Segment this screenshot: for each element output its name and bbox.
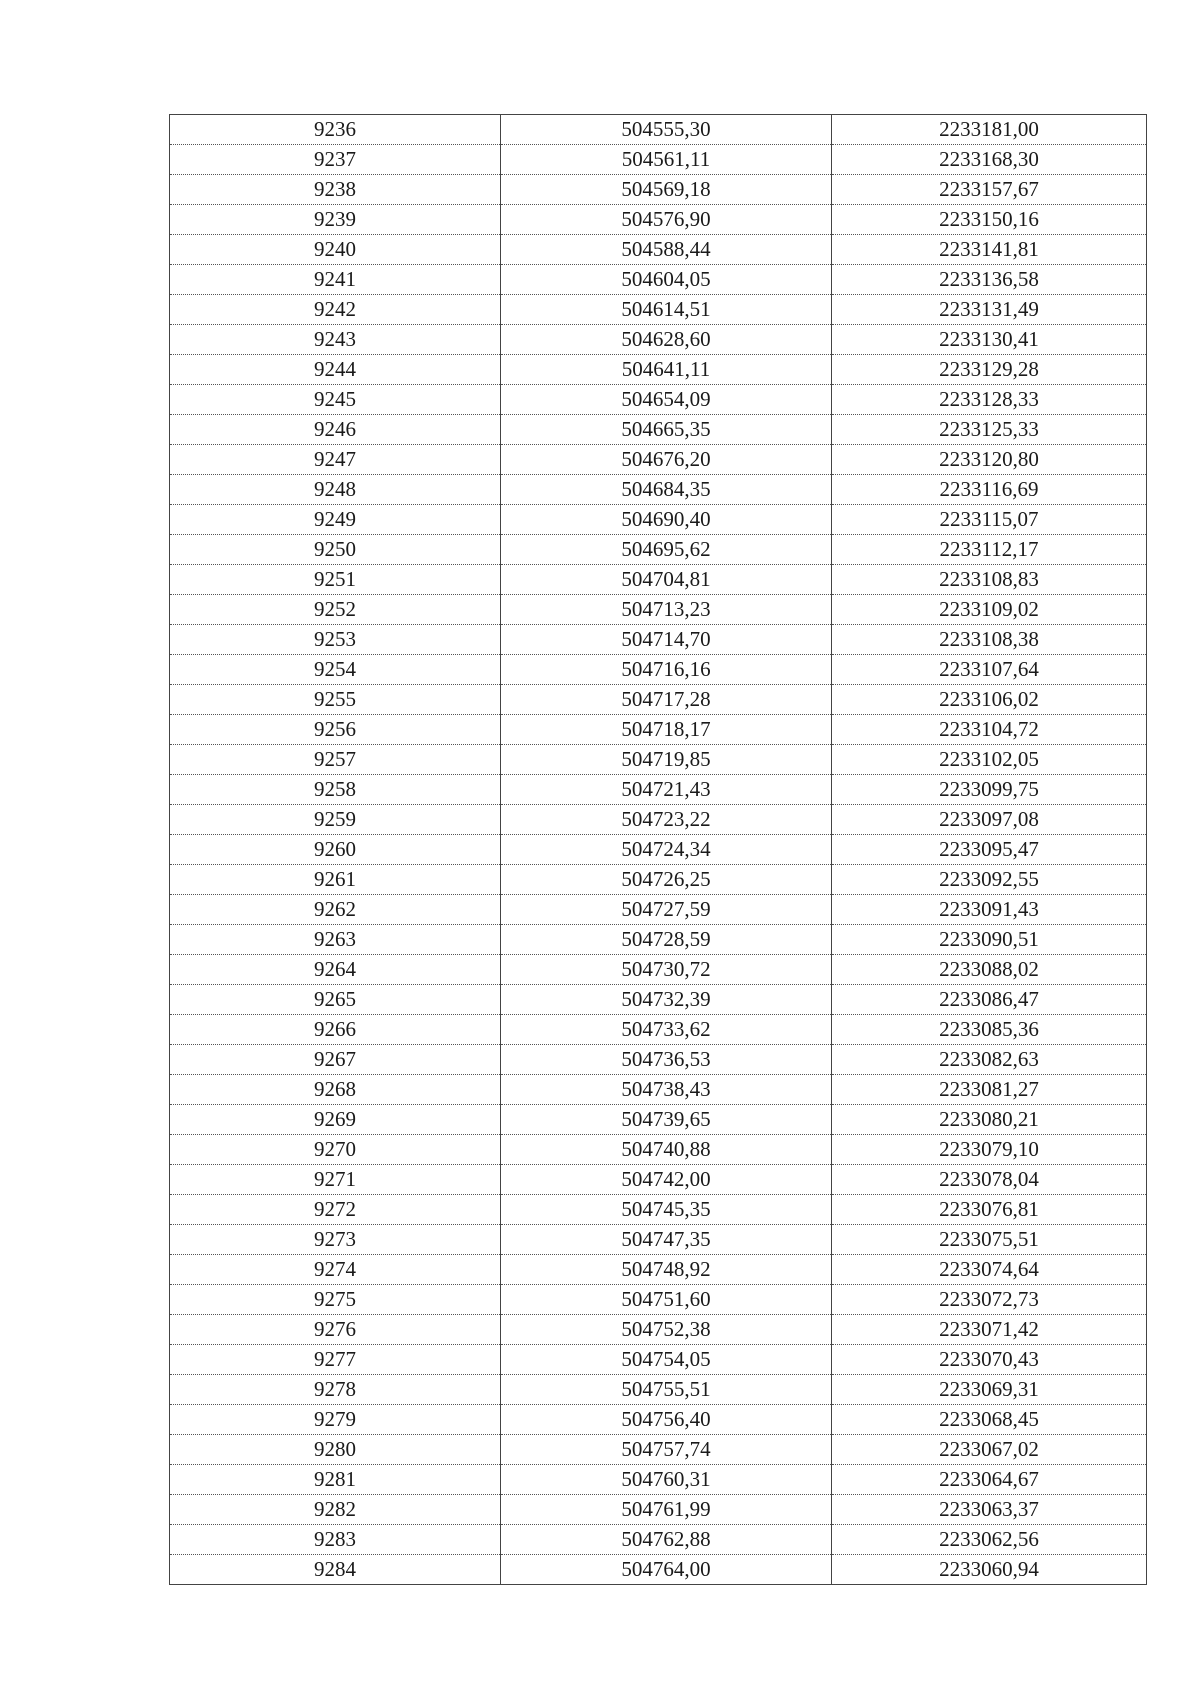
table-row bbox=[170, 1525, 1147, 1555]
x-coordinate-cell: 504588,44 bbox=[501, 235, 832, 265]
y-coordinate-cell: 2233075,51 bbox=[832, 1225, 1147, 1255]
x-coordinate-cell: 504738,43 bbox=[501, 1075, 832, 1105]
table-row bbox=[170, 1075, 1147, 1105]
y-coordinate-cell: 2233064,67 bbox=[832, 1465, 1147, 1495]
x-coordinate-cell: 504747,35 bbox=[501, 1225, 832, 1255]
table-row bbox=[170, 955, 1147, 985]
point-number-cell: 9244 bbox=[170, 355, 501, 385]
y-coordinate-cell: 2233092,55 bbox=[832, 865, 1147, 895]
point-number-cell: 9250 bbox=[170, 535, 501, 565]
point-number-cell: 9276 bbox=[170, 1315, 501, 1345]
x-coordinate-cell: 504754,05 bbox=[501, 1345, 832, 1375]
x-coordinate-cell: 504569,18 bbox=[501, 175, 832, 205]
y-coordinate-cell: 2233102,05 bbox=[832, 745, 1147, 775]
table-row bbox=[170, 1435, 1147, 1465]
x-coordinate-cell: 504654,09 bbox=[501, 385, 832, 415]
point-number-cell: 9270 bbox=[170, 1135, 501, 1165]
y-coordinate-cell: 2233095,47 bbox=[832, 835, 1147, 865]
point-number-cell: 9266 bbox=[170, 1015, 501, 1045]
point-number-cell: 9259 bbox=[170, 805, 501, 835]
table-row bbox=[170, 1345, 1147, 1375]
x-coordinate-cell: 504704,81 bbox=[501, 565, 832, 595]
point-number-cell: 9241 bbox=[170, 265, 501, 295]
x-coordinate-cell: 504736,53 bbox=[501, 1045, 832, 1075]
point-number-cell: 9248 bbox=[170, 475, 501, 505]
point-number-cell: 9272 bbox=[170, 1195, 501, 1225]
y-coordinate-cell: 2233072,73 bbox=[832, 1285, 1147, 1315]
y-coordinate-cell: 2233157,67 bbox=[832, 175, 1147, 205]
table-row bbox=[170, 1555, 1147, 1585]
table-row bbox=[170, 1285, 1147, 1315]
table-row bbox=[170, 895, 1147, 925]
y-coordinate-cell: 2233106,02 bbox=[832, 685, 1147, 715]
x-coordinate-cell: 504751,60 bbox=[501, 1285, 832, 1315]
table-row bbox=[170, 685, 1147, 715]
x-coordinate-cell: 504714,70 bbox=[501, 625, 832, 655]
point-number-cell: 9237 bbox=[170, 145, 501, 175]
x-coordinate-cell: 504716,16 bbox=[501, 655, 832, 685]
table-row bbox=[170, 265, 1147, 295]
y-coordinate-cell: 2233109,02 bbox=[832, 595, 1147, 625]
x-coordinate-cell: 504684,35 bbox=[501, 475, 832, 505]
x-coordinate-cell: 504717,28 bbox=[501, 685, 832, 715]
y-coordinate-cell: 2233090,51 bbox=[832, 925, 1147, 955]
table-row bbox=[170, 1165, 1147, 1195]
y-coordinate-cell: 2233136,58 bbox=[832, 265, 1147, 295]
y-coordinate-cell: 2233141,81 bbox=[832, 235, 1147, 265]
y-coordinate-cell: 2233074,64 bbox=[832, 1255, 1147, 1285]
x-coordinate-cell: 504728,59 bbox=[501, 925, 832, 955]
point-number-cell: 9261 bbox=[170, 865, 501, 895]
y-coordinate-cell: 2233091,43 bbox=[832, 895, 1147, 925]
table-row bbox=[170, 235, 1147, 265]
table-row bbox=[170, 475, 1147, 505]
y-coordinate-cell: 2233082,63 bbox=[832, 1045, 1147, 1075]
table-row bbox=[170, 1105, 1147, 1135]
x-coordinate-cell: 504718,17 bbox=[501, 715, 832, 745]
table-row bbox=[170, 805, 1147, 835]
x-coordinate-cell: 504695,62 bbox=[501, 535, 832, 565]
point-number-cell: 9284 bbox=[170, 1555, 501, 1585]
y-coordinate-cell: 2233150,16 bbox=[832, 205, 1147, 235]
x-coordinate-cell: 504561,11 bbox=[501, 145, 832, 175]
point-number-cell: 9255 bbox=[170, 685, 501, 715]
table-row bbox=[170, 625, 1147, 655]
x-coordinate-cell: 504723,22 bbox=[501, 805, 832, 835]
table-row bbox=[170, 1495, 1147, 1525]
x-coordinate-cell: 504761,99 bbox=[501, 1495, 832, 1525]
table-row bbox=[170, 325, 1147, 355]
x-coordinate-cell: 504745,35 bbox=[501, 1195, 832, 1225]
point-number-cell: 9252 bbox=[170, 595, 501, 625]
y-coordinate-cell: 2233099,75 bbox=[832, 775, 1147, 805]
point-number-cell: 9269 bbox=[170, 1105, 501, 1135]
table-row bbox=[170, 1225, 1147, 1255]
y-coordinate-cell: 2233108,38 bbox=[832, 625, 1147, 655]
table-row bbox=[170, 445, 1147, 475]
table-row bbox=[170, 115, 1147, 145]
point-number-cell: 9262 bbox=[170, 895, 501, 925]
point-number-cell: 9256 bbox=[170, 715, 501, 745]
table-row bbox=[170, 205, 1147, 235]
y-coordinate-cell: 2233067,02 bbox=[832, 1435, 1147, 1465]
table-row bbox=[170, 1465, 1147, 1495]
x-coordinate-cell: 504641,11 bbox=[501, 355, 832, 385]
point-number-cell: 9264 bbox=[170, 955, 501, 985]
point-number-cell: 9240 bbox=[170, 235, 501, 265]
point-number-cell: 9277 bbox=[170, 1345, 501, 1375]
table-row bbox=[170, 865, 1147, 895]
y-coordinate-cell: 2233128,33 bbox=[832, 385, 1147, 415]
x-coordinate-cell: 504676,20 bbox=[501, 445, 832, 475]
x-coordinate-cell: 504604,05 bbox=[501, 265, 832, 295]
x-coordinate-cell: 504739,65 bbox=[501, 1105, 832, 1135]
y-coordinate-cell: 2233070,43 bbox=[832, 1345, 1147, 1375]
table-row bbox=[170, 595, 1147, 625]
y-coordinate-cell: 2233076,81 bbox=[832, 1195, 1147, 1225]
point-number-cell: 9260 bbox=[170, 835, 501, 865]
x-coordinate-cell: 504757,74 bbox=[501, 1435, 832, 1465]
y-coordinate-cell: 2233115,07 bbox=[832, 505, 1147, 535]
y-coordinate-cell: 2233071,42 bbox=[832, 1315, 1147, 1345]
y-coordinate-cell: 2233080,21 bbox=[832, 1105, 1147, 1135]
table-row bbox=[170, 1315, 1147, 1345]
table-row bbox=[170, 145, 1147, 175]
y-coordinate-cell: 2233063,37 bbox=[832, 1495, 1147, 1525]
x-coordinate-cell: 504665,35 bbox=[501, 415, 832, 445]
point-number-cell: 9275 bbox=[170, 1285, 501, 1315]
point-number-cell: 9283 bbox=[170, 1525, 501, 1555]
x-coordinate-cell: 504713,23 bbox=[501, 595, 832, 625]
x-coordinate-cell: 504721,43 bbox=[501, 775, 832, 805]
point-number-cell: 9263 bbox=[170, 925, 501, 955]
y-coordinate-cell: 2233181,00 bbox=[832, 115, 1147, 145]
point-number-cell: 9251 bbox=[170, 565, 501, 595]
y-coordinate-cell: 2233104,72 bbox=[832, 715, 1147, 745]
point-number-cell: 9246 bbox=[170, 415, 501, 445]
table-row bbox=[170, 385, 1147, 415]
table-row bbox=[170, 565, 1147, 595]
y-coordinate-cell: 2233069,31 bbox=[832, 1375, 1147, 1405]
y-coordinate-cell: 2233131,49 bbox=[832, 295, 1147, 325]
point-number-cell: 9265 bbox=[170, 985, 501, 1015]
y-coordinate-cell: 2233112,17 bbox=[832, 535, 1147, 565]
x-coordinate-cell: 504727,59 bbox=[501, 895, 832, 925]
x-coordinate-cell: 504755,51 bbox=[501, 1375, 832, 1405]
x-coordinate-cell: 504752,38 bbox=[501, 1315, 832, 1345]
y-coordinate-cell: 2233060,94 bbox=[832, 1555, 1147, 1585]
table-row bbox=[170, 985, 1147, 1015]
x-coordinate-cell: 504628,60 bbox=[501, 325, 832, 355]
y-coordinate-cell: 2233120,80 bbox=[832, 445, 1147, 475]
y-coordinate-cell: 2233085,36 bbox=[832, 1015, 1147, 1045]
x-coordinate-cell: 504760,31 bbox=[501, 1465, 832, 1495]
y-coordinate-cell: 2233129,28 bbox=[832, 355, 1147, 385]
table-row bbox=[170, 835, 1147, 865]
table-row bbox=[170, 1375, 1147, 1405]
point-number-cell: 9268 bbox=[170, 1075, 501, 1105]
y-coordinate-cell: 2233079,10 bbox=[832, 1135, 1147, 1165]
point-number-cell: 9271 bbox=[170, 1165, 501, 1195]
x-coordinate-cell: 504730,72 bbox=[501, 955, 832, 985]
point-number-cell: 9257 bbox=[170, 745, 501, 775]
point-number-cell: 9236 bbox=[170, 115, 501, 145]
x-coordinate-cell: 504576,90 bbox=[501, 205, 832, 235]
x-coordinate-cell: 504724,34 bbox=[501, 835, 832, 865]
point-number-cell: 9254 bbox=[170, 655, 501, 685]
y-coordinate-cell: 2233081,27 bbox=[832, 1075, 1147, 1105]
table-row bbox=[170, 1405, 1147, 1435]
y-coordinate-cell: 2233125,33 bbox=[832, 415, 1147, 445]
x-coordinate-cell: 504726,25 bbox=[501, 865, 832, 895]
point-number-cell: 9243 bbox=[170, 325, 501, 355]
y-coordinate-cell: 2233062,56 bbox=[832, 1525, 1147, 1555]
table-row bbox=[170, 925, 1147, 955]
y-coordinate-cell: 2233078,04 bbox=[832, 1165, 1147, 1195]
table-row bbox=[170, 535, 1147, 565]
coordinates-table bbox=[169, 114, 1147, 1585]
x-coordinate-cell: 504764,00 bbox=[501, 1555, 832, 1585]
x-coordinate-cell: 504614,51 bbox=[501, 295, 832, 325]
y-coordinate-cell: 2233068,45 bbox=[832, 1405, 1147, 1435]
x-coordinate-cell: 504762,88 bbox=[501, 1525, 832, 1555]
table-row bbox=[170, 175, 1147, 205]
x-coordinate-cell: 504748,92 bbox=[501, 1255, 832, 1285]
table-row bbox=[170, 415, 1147, 445]
x-coordinate-cell: 504742,00 bbox=[501, 1165, 832, 1195]
x-coordinate-cell: 504756,40 bbox=[501, 1405, 832, 1435]
point-number-cell: 9249 bbox=[170, 505, 501, 535]
x-coordinate-cell: 504555,30 bbox=[501, 115, 832, 145]
x-coordinate-cell: 504719,85 bbox=[501, 745, 832, 775]
point-number-cell: 9273 bbox=[170, 1225, 501, 1255]
table-row bbox=[170, 655, 1147, 685]
y-coordinate-cell: 2233086,47 bbox=[832, 985, 1147, 1015]
point-number-cell: 9247 bbox=[170, 445, 501, 475]
point-number-cell: 9278 bbox=[170, 1375, 501, 1405]
x-coordinate-cell: 504690,40 bbox=[501, 505, 832, 535]
point-number-cell: 9281 bbox=[170, 1465, 501, 1495]
table-row bbox=[170, 505, 1147, 535]
table-row bbox=[170, 1015, 1147, 1045]
y-coordinate-cell: 2233107,64 bbox=[832, 655, 1147, 685]
point-number-cell: 9267 bbox=[170, 1045, 501, 1075]
table-row bbox=[170, 295, 1147, 325]
point-number-cell: 9253 bbox=[170, 625, 501, 655]
point-number-cell: 9279 bbox=[170, 1405, 501, 1435]
x-coordinate-cell: 504740,88 bbox=[501, 1135, 832, 1165]
y-coordinate-cell: 2233108,83 bbox=[832, 565, 1147, 595]
point-number-cell: 9242 bbox=[170, 295, 501, 325]
x-coordinate-cell: 504733,62 bbox=[501, 1015, 832, 1045]
table-row bbox=[170, 1195, 1147, 1225]
table-row bbox=[170, 745, 1147, 775]
table-row bbox=[170, 1255, 1147, 1285]
point-number-cell: 9258 bbox=[170, 775, 501, 805]
y-coordinate-cell: 2233130,41 bbox=[832, 325, 1147, 355]
point-number-cell: 9239 bbox=[170, 205, 501, 235]
table-row bbox=[170, 715, 1147, 745]
y-coordinate-cell: 2233097,08 bbox=[832, 805, 1147, 835]
point-number-cell: 9274 bbox=[170, 1255, 501, 1285]
point-number-cell: 9282 bbox=[170, 1495, 501, 1525]
table-row bbox=[170, 355, 1147, 385]
y-coordinate-cell: 2233116,69 bbox=[832, 475, 1147, 505]
coordinates-table-body bbox=[170, 115, 1147, 1585]
table-row bbox=[170, 1135, 1147, 1165]
y-coordinate-cell: 2233168,30 bbox=[832, 145, 1147, 175]
point-number-cell: 9245 bbox=[170, 385, 501, 415]
point-number-cell: 9238 bbox=[170, 175, 501, 205]
table-row bbox=[170, 1045, 1147, 1075]
y-coordinate-cell: 2233088,02 bbox=[832, 955, 1147, 985]
point-number-cell: 9280 bbox=[170, 1435, 501, 1465]
table-row bbox=[170, 775, 1147, 805]
x-coordinate-cell: 504732,39 bbox=[501, 985, 832, 1015]
